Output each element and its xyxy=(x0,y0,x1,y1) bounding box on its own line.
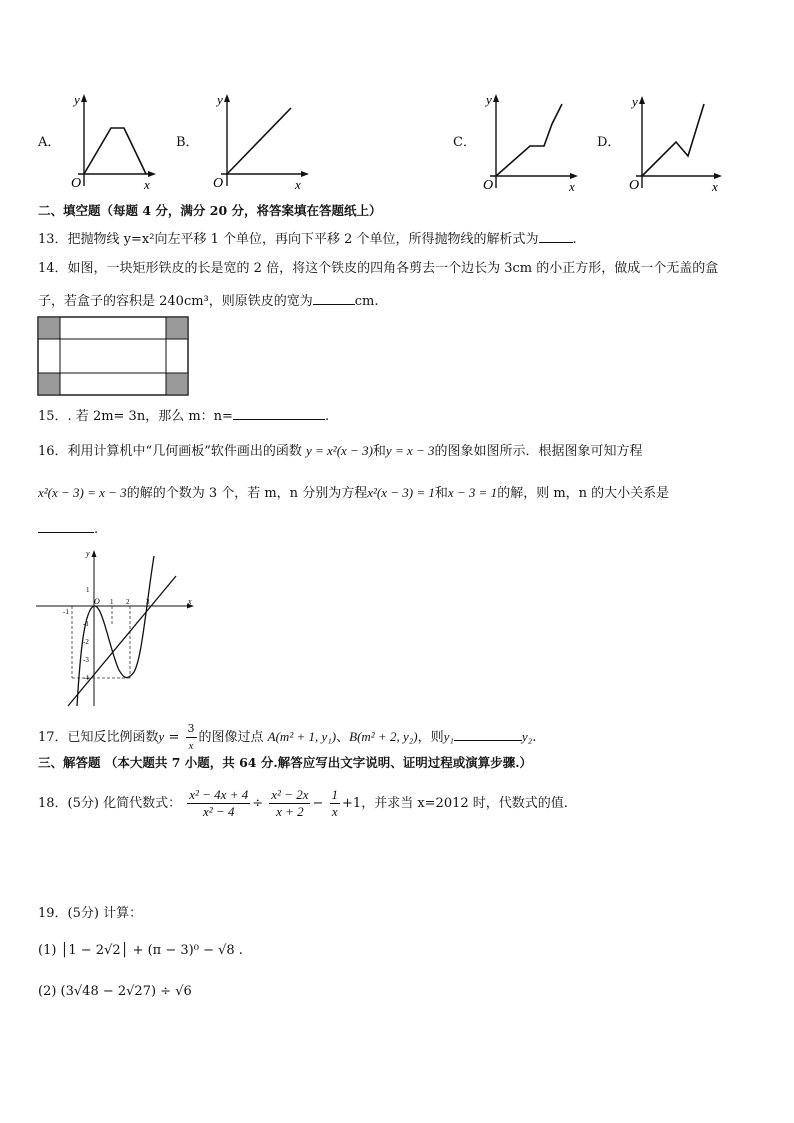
q16-line2c: 的解，则 m，n 的大小关系是 xyxy=(497,486,670,501)
q18-f2-den: x + 2 xyxy=(276,804,304,819)
q16-tick-x-neg1: -1 xyxy=(63,608,69,616)
q17-tail: ，则 xyxy=(417,730,444,745)
section3-title: 三、解答题 （本大题共 7 小题，共 64 分.解答应写出文字说明、证明过程或演算步骤.） xyxy=(38,755,533,770)
q16-function-graph xyxy=(36,546,196,708)
q17: 17．已知反比例函数y = $\frac{3}{x}$ 的图像过点 A(m² + 1, y₁)、B(m² + 2, y₂)，则y₁ y₂. xyxy=(38,722,537,752)
q15 xyxy=(38,407,329,426)
d-y-label: y xyxy=(632,94,638,109)
a-y-label: y xyxy=(74,92,80,107)
q16-graph-x: x xyxy=(188,597,192,606)
q16-eq1: y = x²(x − 3) xyxy=(305,443,373,458)
c-origin-label: O xyxy=(483,178,494,193)
q18-prefix: 18．(5分) 化简代数式： xyxy=(38,796,182,811)
q19-title: 19．(5分) 计算： xyxy=(38,906,143,921)
q16-tick-y-neg4: -4 xyxy=(83,674,89,682)
q16-tick-y-neg3: -3 xyxy=(83,656,89,664)
q16-and: 和 xyxy=(372,444,386,459)
q14-blank xyxy=(313,292,355,305)
q18-div: ÷ xyxy=(252,796,264,811)
q16-graph-y: y xyxy=(86,549,90,558)
q17-end: . xyxy=(532,730,537,745)
q13-end: . xyxy=(572,232,577,247)
q16-eq4: x − 3 = 1 xyxy=(447,485,498,500)
q13-blank xyxy=(539,230,573,243)
q17-num: 3 xyxy=(186,721,197,738)
q17-y: y xyxy=(158,729,165,744)
q17-y1: y₁ xyxy=(443,729,454,744)
q16-eq3: x²(x − 3) = 1 xyxy=(367,485,435,500)
q16-line2a: x²(x − 3) = x − 3 xyxy=(38,485,127,500)
q17-fraction xyxy=(186,721,197,754)
q18-frac3 xyxy=(330,787,341,820)
q18-plus: +1 xyxy=(342,796,362,811)
q14-line1: 14．如图，一块矩形铁皮的长是宽的 2 倍，将这个铁皮的四角各剪去一个边长为 3cm 的小正方形，做成一个无盖的盒 xyxy=(38,261,719,276)
c-x-label: x xyxy=(569,179,575,194)
q16-tick-y-1: 1 xyxy=(86,586,90,594)
q16-and2: 和 xyxy=(434,486,448,501)
q16-tick-y-neg1: -1 xyxy=(83,620,89,628)
q15-text: 15．. 若 2m= 3n，那么 m：n= xyxy=(38,409,233,424)
q18-minus: − xyxy=(312,796,324,811)
option-a-label: A． xyxy=(38,135,61,150)
q16-line2 xyxy=(38,484,669,503)
iron-sheet-figure xyxy=(37,316,191,398)
q16-graph-origin: O xyxy=(94,597,100,606)
option-c-graph xyxy=(478,90,586,194)
q16-blank xyxy=(38,520,94,533)
q17-point-b: B(m² + 2, y₂) xyxy=(349,729,418,744)
q18-f3-den: x xyxy=(331,804,338,819)
option-b-graph xyxy=(205,90,313,192)
b-y-label: y xyxy=(217,92,223,107)
q18-f2-num: x² − 2x xyxy=(271,787,309,802)
q16-tick-x-2: 2 xyxy=(126,598,130,606)
q14-unit: cm. xyxy=(354,294,379,309)
q18 xyxy=(38,786,568,822)
q16-line2b: 的解的个数为 3 个，若 m，n 分别为方程 xyxy=(126,486,368,501)
b-origin-label: O xyxy=(213,176,224,191)
q17-blank xyxy=(454,728,522,741)
q16-line1a: 16．利用计算机中“几何画板”软件画出的函数 xyxy=(38,444,302,459)
q15-end: . xyxy=(324,409,330,424)
q15-blank xyxy=(233,407,325,420)
q17-point-a: A(m² + 1, y₁) xyxy=(267,729,337,744)
q13-text: 13．把抛物线 y=x²向左平移 1 个单位，再向下平移 2 个单位，所得抛物线的解析式为 xyxy=(38,232,539,247)
q16-tick-y-neg2: -2 xyxy=(83,638,89,646)
q17-mid: 的图像过点 xyxy=(198,730,264,745)
option-c-label: C． xyxy=(453,135,476,150)
q16-line3 xyxy=(38,520,98,539)
b-x-label: x xyxy=(295,177,301,192)
q16-line1b: 的图象如图所示．根据图象可知方程 xyxy=(434,444,643,459)
q19-part2: (2) (3√48 − 2√27) ÷ √6 xyxy=(38,984,192,999)
q18-frac1 xyxy=(187,787,250,820)
option-b-label: B． xyxy=(176,135,199,150)
q14-line2 xyxy=(38,292,379,311)
section2-title: 二、填空题（每题 4 分，满分 20 分，将答案填在答题纸上） xyxy=(38,203,382,218)
a-origin-label: O xyxy=(71,176,82,191)
option-a-graph xyxy=(66,90,158,192)
c-y-label: y xyxy=(486,92,492,107)
q16-end: . xyxy=(94,522,99,537)
q18-f1-den: x² − 4 xyxy=(203,804,235,819)
q16-eq2: y = x − 3 xyxy=(385,443,435,458)
q18-frac2 xyxy=(269,787,310,820)
q18-f3-num: 1 xyxy=(331,787,339,802)
q19-part1: (1) │1 − 2√2│ + (π − 3)⁰ − √8 . xyxy=(38,943,243,958)
q16-line1 xyxy=(38,442,643,461)
q18-f1-num: x² − 4x + 4 xyxy=(189,787,249,802)
q18-tail: ，并求当 x=2012 时，代数式的值. xyxy=(361,796,568,811)
q16-tick-x-3: 3 xyxy=(146,598,150,606)
q16-tick-x-1: 1 xyxy=(110,598,114,606)
a-x-label: x xyxy=(144,177,150,192)
option-d-label: D． xyxy=(597,135,621,150)
d-origin-label: O xyxy=(629,178,640,193)
q14-line2-text: 子，若盒子的容积是 240cm³，则原铁皮的宽为 xyxy=(38,294,313,309)
option-d-graph xyxy=(624,90,728,194)
q17-y2: y₂ xyxy=(521,729,533,744)
q17-prefix: 17．已知反比例函数 xyxy=(38,730,159,745)
q13 xyxy=(38,230,577,249)
q17-sep: 、 xyxy=(336,730,350,745)
q17-den: x xyxy=(188,740,194,752)
d-x-label: x xyxy=(712,179,718,194)
